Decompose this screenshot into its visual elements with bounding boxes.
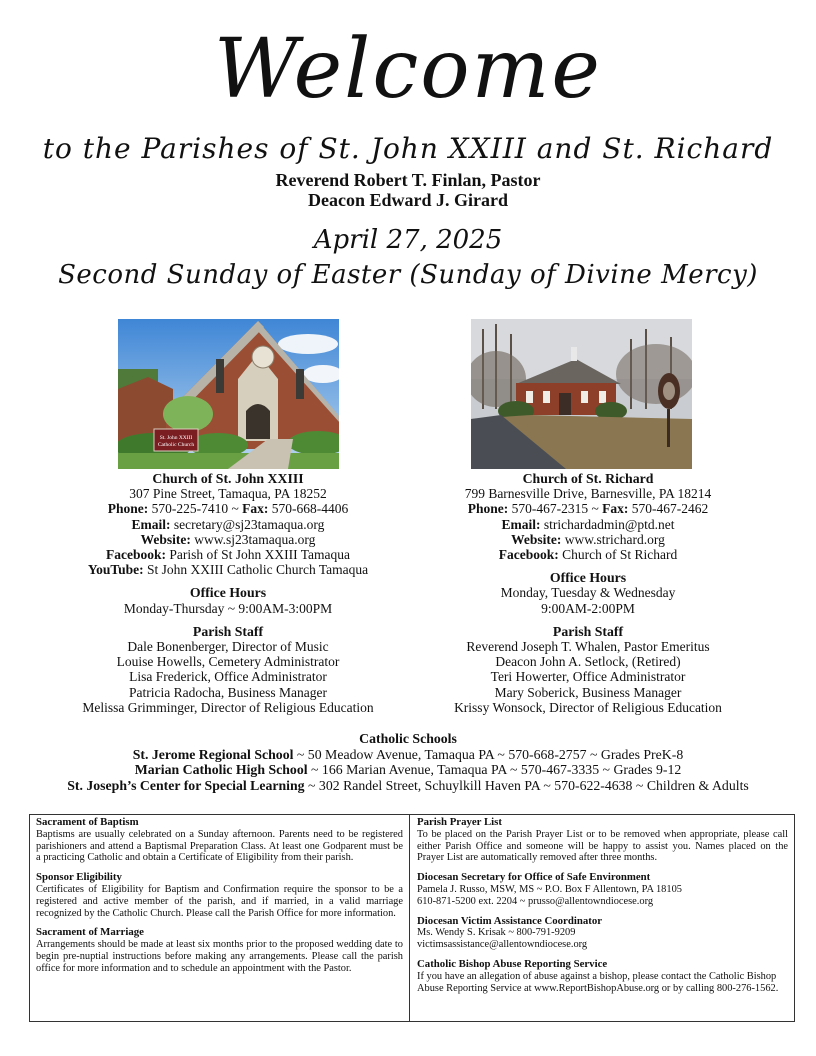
phone-line	[388, 501, 788, 516]
website-line	[28, 532, 428, 547]
website-label: Website:	[140, 531, 191, 547]
staff-member: Melissa Grimminger, Director of Religious Education	[82, 699, 374, 715]
email-line	[388, 517, 788, 532]
parish-staff-title: Parish Staff	[552, 623, 624, 639]
info-box-right	[417, 817, 788, 994]
website-link[interactable]: www.strichard.org	[564, 531, 665, 547]
fax-number: 570-668-4406	[271, 501, 349, 517]
church-name: Church of St. John XXIII	[152, 471, 304, 486]
school-name: St. Jerome Regional School	[132, 746, 294, 762]
fax-number: 570-467-2462	[631, 501, 709, 517]
website-line	[388, 532, 788, 547]
deacon-name: Deacon Edward J. Girard	[308, 190, 508, 210]
staff-member: Teri Howerter, Office Administrator	[490, 669, 686, 685]
church-name: Church of St. Richard	[522, 471, 654, 486]
church-sign-text: St. John XXIII	[159, 435, 193, 441]
office-hours-title: Office Hours	[189, 585, 267, 601]
section-body: Arrangements should be made at least six months prior to the proposed wedding date to begin pre-nuptial instructions before making any arrangements. Please call the parish office for more information and to schedule an appointment with the Pastor.	[36, 939, 403, 974]
staff-member: Reverend Joseph T. Whalen, Pastor Emeritus	[466, 639, 710, 655]
email-label: Email:	[131, 516, 171, 532]
catholic-schools	[0, 731, 816, 793]
school-name: Marian Catholic High School	[134, 762, 308, 777]
facebook-label: Facebook:	[498, 547, 559, 563]
fax-label: Fax:	[242, 501, 269, 517]
staff-member: Dale Bonenberger, Director of Music	[127, 639, 329, 655]
bulletin-date: April 27, 2025	[313, 225, 503, 255]
st-john-info	[28, 471, 428, 715]
st-john-church-photo	[118, 319, 339, 469]
section-body: If you have an allegation of abuse against a bishop, please contact the Catholic Bishop Abuse Reporting Service at www.ReportBishopAbuse.org or by calling 800-276-1562.	[417, 970, 779, 994]
staff-member: Lisa Frederick, Office Administrator	[129, 669, 327, 685]
facebook-label: Facebook:	[105, 547, 166, 563]
staff-member: Louise Howells, Cemetery Administrator	[116, 654, 340, 670]
liturgical-feast: Second Sunday of Easter (Sunday of Divine Mercy)	[58, 260, 758, 290]
facebook-link[interactable]: Church of St Richard	[562, 547, 678, 563]
staff-member: Mary Soberick, Business Manager	[494, 684, 682, 700]
email-line	[28, 517, 428, 532]
church-address: 307 Pine Street, Tamaqua, PA 18252	[129, 486, 327, 502]
phone-line	[28, 501, 428, 516]
school-detail: ~ 50 Meadow Avenue, Tamaqua PA ~ 570-668-2757 ~ Grades PreK-8	[296, 746, 684, 762]
website-label: Website:	[511, 531, 562, 547]
youtube-link[interactable]: St John XXIII Catholic Church Tamaqua	[147, 562, 369, 578]
office-hours-line: Monday-Thursday ~ 9:00AM-3:00PM	[123, 600, 333, 616]
facebook-line	[28, 547, 428, 562]
contact-line[interactable]: victimsassistance@allentowndiocese.org	[417, 939, 588, 951]
schools-title: Catholic Schools	[359, 731, 457, 746]
contact-line: Ms. Wendy S. Krisak ~ 800-791-9209	[417, 927, 576, 939]
email-link[interactable]: secretary@sj23tamaqua.org	[173, 516, 325, 532]
youtube-label: YouTube:	[87, 562, 144, 578]
page-subtitle: to the Parishes of St. John XXIII and St. Richard	[42, 132, 774, 165]
section-title: Sacrament of Marriage	[36, 926, 144, 939]
section-title: Sacrament of Baptism	[36, 816, 139, 828]
school-detail: ~ 302 Randel Street, Schuylkill Haven PA ~ 570-622-4638 ~ Children & Adults	[308, 777, 749, 793]
page-title: Welcome	[214, 22, 602, 117]
st-richard-info	[388, 471, 788, 715]
staff-member: Patricia Radocha, Business Manager	[129, 684, 327, 700]
phone-label: Phone:	[107, 501, 149, 517]
separator: ~	[231, 501, 239, 517]
school-detail: ~ 166 Marian Avenue, Tamaqua PA ~ 570-467-3335 ~ Grades 9-12	[311, 762, 682, 777]
church-sign-text: Catholic Church	[157, 442, 195, 448]
section-body: Certificates of Eligibility for Baptism and Confirmation require the sponsor to be a registered and active member of the parish, and if married, in a valid marriage recognized by the Catholic Church. Please call the Parish Office for more information.	[36, 883, 403, 919]
office-hours-title: Office Hours	[549, 570, 627, 586]
phone-label: Phone:	[467, 501, 509, 517]
st-richard-church-photo	[471, 319, 692, 469]
phone-number[interactable]: 570-467-2315	[511, 501, 589, 517]
email-link[interactable]: strichardadmin@ptd.net	[543, 516, 675, 532]
info-box-left	[36, 817, 403, 975]
section-title: Diocesan Secretary for Office of Safe Environment	[417, 871, 651, 884]
youtube-line	[28, 562, 428, 577]
school-entry	[0, 778, 816, 794]
email-label: Email:	[501, 516, 541, 532]
contact-line: Pamela J. Russo, MSW, MS ~ P.O. Box F Allentown, PA 18105	[417, 883, 682, 895]
fax-label: Fax:	[602, 501, 629, 517]
church-address: 799 Barnesville Drive, Barnesville, PA 18214	[464, 486, 712, 502]
section-title: Sponsor Eligibility	[36, 871, 122, 884]
parish-staff-title: Parish Staff	[192, 623, 264, 639]
office-hours-line: 9:00AM-2:00PM	[541, 600, 635, 616]
staff-member: Krissy Wonsock, Director of Religious Education	[454, 699, 722, 715]
website-link[interactable]: www.sj23tamaqua.org	[194, 531, 316, 547]
section-title: Parish Prayer List	[417, 816, 502, 828]
office-hours-line: Monday, Tuesday & Wednesday	[500, 585, 676, 601]
section-body: To be placed on the Parish Prayer List or to be removed when appropriate, please call either Parish Office and someone will be happy to assist you. Names placed on the Prayer List are automatically removed after three months.	[417, 828, 788, 864]
separator: ~	[591, 501, 599, 517]
section-title: Diocesan Victim Assistance Coordinator	[417, 914, 603, 927]
section-body: Baptisms are usually celebrated on a Sunday afternoon. Parents need to be registered parishioners and attend a Baptismal Preparation Class. At least one Godparent must be a practicing Catholic and obtain a Certificate of Eligibility from their parish.	[36, 828, 403, 864]
info-box-divider	[409, 814, 410, 1022]
school-name: St. Joseph’s Center for Special Learning	[67, 777, 305, 793]
phone-number[interactable]: 570-225-7410	[151, 501, 229, 517]
section-title: Catholic Bishop Abuse Reporting Service	[417, 957, 608, 970]
facebook-line	[388, 547, 788, 562]
school-entry	[0, 762, 816, 778]
pastor-name: Reverend Robert T. Finlan, Pastor	[275, 170, 541, 190]
school-entry	[0, 747, 816, 763]
facebook-link[interactable]: Parish of St John XXIII Tamaqua	[169, 547, 351, 563]
staff-member: Deacon John A. Setlock, (Retired)	[495, 654, 681, 670]
contact-line[interactable]: 610-871-5200 ext. 2204 ~ prusso@allentowndiocese.org	[417, 895, 654, 907]
